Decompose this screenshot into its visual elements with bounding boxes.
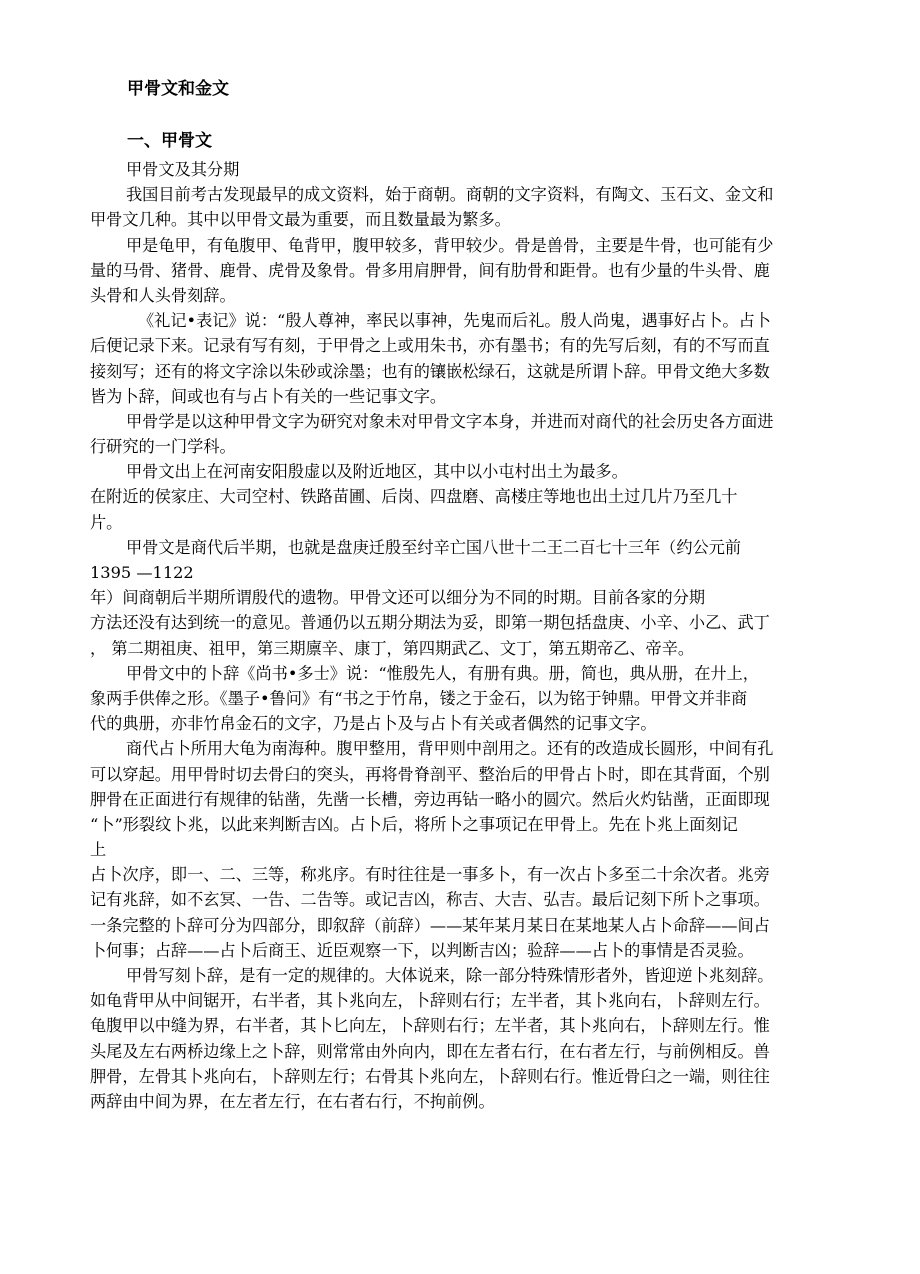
text-line: 量的马骨、猪骨、鹿骨、虎骨及象骨。骨多用肩胛骨，间有肋骨和距骨。也有少量的牛头骨、鹿 <box>90 260 770 280</box>
text-line: 《礼记•表记》说：“殷人尊神，率民以事神，先鬼而后礼。殷人尚鬼，遇事好占卜。占卜 <box>138 311 771 331</box>
text-line: 卜何事；占辞——占卜后商王、近臣观察一下，以判断吉凶；验辞——占卜的事情是否灵验。 <box>90 940 754 960</box>
text-line: 接刻写；还有的将文字涂以朱砂或涂墨；也有的镶嵌松绿石，这就是所谓卜辞。甲骨文绝大多数 <box>90 361 770 381</box>
text-line: 甲骨文及其分期 <box>126 160 240 179</box>
text-line: 在附近的侯家庄、大司空村、铁路苗圃、后岗、四盘磨、高楼庄等地也出土过几片乃至几十 <box>90 487 738 507</box>
section-heading: 一、甲骨文 <box>127 131 212 151</box>
text-line: 头骨和人头骨刻辞。 <box>90 285 236 305</box>
text-line: “卜”形裂纹卜兆，以此来判断吉凶。占卜后，将所卜之事项记在甲骨上。先在卜兆上面刻记 <box>90 814 738 834</box>
text-line: 如龟背甲从中间锯开，右半者，其卜兆向左，卜辞则右行；左半者，其卜兆向右，卜辞则左行。 <box>90 991 770 1011</box>
text-line: 商代占卜所用大龟为南海种。腹甲整用，背甲则中剖用之。还有的改造成长圆形，中间有孔 <box>126 739 774 759</box>
text-line: 甲骨文是商代后半期，也就是盘庚迁殷至纣辛亡国八世十二王二百七十三年（约公元前 <box>126 537 742 557</box>
text-line: 两辞由中间为界，在左者左行，在右者右行，不拘前例。 <box>90 1091 495 1111</box>
text-line: 龟腹甲以中缝为界，右半者，其卜匕向左，卜辞则右行；左半者，其卜兆向右，卜辞则左行。惟 <box>90 1016 770 1036</box>
text-line: 上 <box>90 840 107 860</box>
text-line: 1395 —1122 <box>90 563 194 582</box>
text-line: 头尾及左右两桥边缘上之卜辞，则常常由外向内，即在左者右行，在右者左行，与前例相反。兽 <box>90 1041 770 1061</box>
text-line: 年）间商朝后半期所谓殷代的遗物。甲骨文还可以细分为不同的时期。目前各家的分期 <box>90 588 706 608</box>
text-line: 甲骨学是以这种甲骨文字为研究对象未对甲骨文字本身，并进而对商代的社会历史各方面进 <box>126 411 774 431</box>
text-line: 皆为卜辞，间或也有与占卜有关的一些记事文字。 <box>90 386 447 406</box>
text-line: 行研究的一门学科。 <box>90 437 236 457</box>
text-line: 甲骨写刻卜辞，是有一定的规律的。大体说来，除一部分特殊情形者外，皆迎逆卜兆刻辞。 <box>126 966 774 985</box>
text-line: 方法还没有达到统一的意见。普通仍以五期分期法为妥，即第一期包括盘庚、小辛、小乙、武丁 <box>90 613 770 633</box>
text-line: 可以穿起。用甲骨时切去骨臼的突头，再将骨脊剖平、整治后的甲骨占卜时，即在其背面，个别 <box>90 764 770 784</box>
text-line: 我国目前考古发现最早的成文资料，始于商朝。商朝的文字资料，有陶文、玉石文、金文和 <box>126 185 774 205</box>
page-title: 甲骨文和金文 <box>127 79 229 99</box>
text-line: 占卜次序，即一、二、三等，称兆序。有时往往是一事多卜，有一次占卜多至二十余次者。兆旁 <box>90 865 770 885</box>
text-line: 记有兆辞，如不玄冥、一告、二告等。或记吉凶，称吉、大吉、弘吉。最后记刻下所卜之事项。 <box>90 890 770 910</box>
text-line: 胛骨，左骨其卜兆向右，卜辞则左行；右骨其卜兆向左，卜辞则右行。惟近骨臼之一端，则往往 <box>90 1066 770 1086</box>
text-line: 甲是龟甲，有龟腹甲、龟背甲，腹甲较多，背甲较少。骨是兽骨，主要是牛骨，也可能有少 <box>126 235 774 255</box>
text-line: 一条完整的卜辞可分为四部分，即叙辞（前辞）——某年某月某日在某地某人占卜命辞——间占 <box>90 915 770 935</box>
text-line: 胛骨在正面进行有规律的钻凿，先凿一长槽，旁边再钻一略小的圆穴。然后火灼钻凿，正面即现 <box>90 789 770 809</box>
text-line: 象两手供俸之形。《墨子•鲁问》有“书之于竹帛，镂之于金石，以为铭于钟鼎。甲骨文并非商 <box>90 688 748 708</box>
text-line: 甲骨文出上在河南安阳殷虚以及附近地区，其中以小屯村出土为最多。 <box>126 462 628 482</box>
text-line: 甲骨文中的卜辞《尚书•多士》说：“惟殷先人，有册有典。册，简也，典从册，在廾上， <box>126 663 759 683</box>
text-line: 后便记录下来。记录有写有刻，于甲骨之上或用朱书，亦有墨书；有的先写后刻，有的不写而直 <box>90 336 770 356</box>
text-line: 甲骨文几种。其中以甲骨文最为重要，而且数量最为繁多。 <box>90 210 511 230</box>
text-line: 片。 <box>90 512 123 532</box>
text-line: ， 第二期祖庚、祖甲，第三期廪辛、康丁，第四期武乙、文丁，第五期帝乙、帝辛。 <box>90 638 695 658</box>
text-line: 代的典册，亦非竹帛金石的文字，乃是占卜及与占卜有关或者偶然的记事文字。 <box>90 714 657 734</box>
body-text <box>90 157 840 1114</box>
